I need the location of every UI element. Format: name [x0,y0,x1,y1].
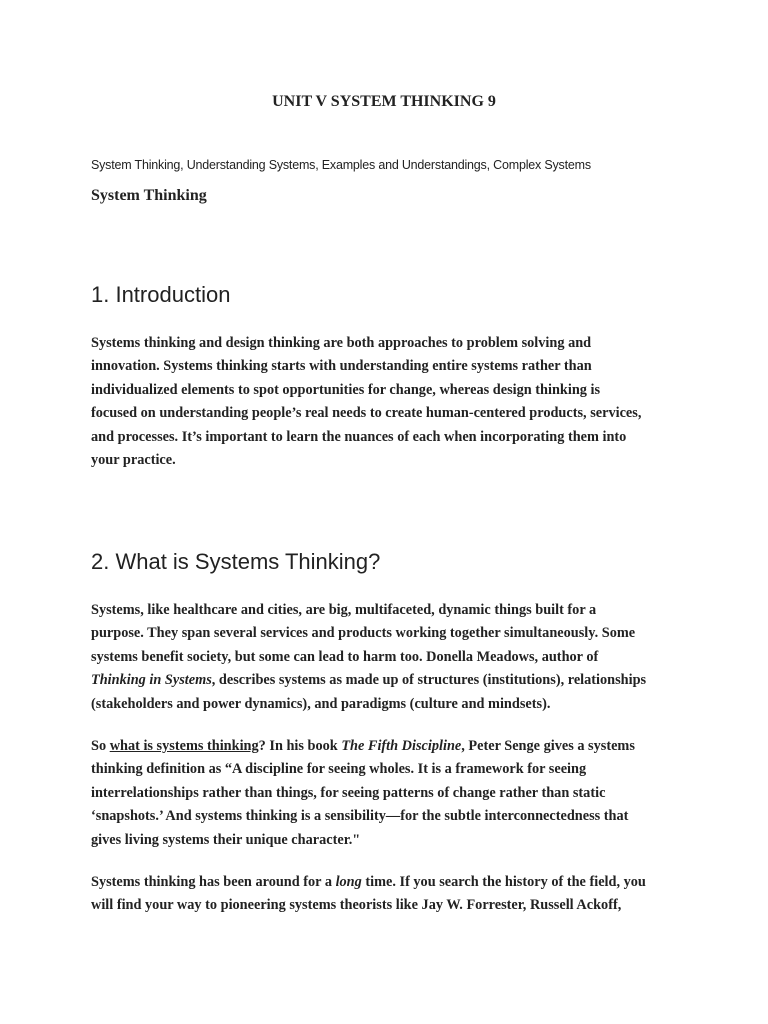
book-title: Thinking in Systems [91,672,212,689]
paragraph-line: Systems, like healthcare and cities, are big, multifaceted, dynamic things built for a [91,602,597,618]
paragraph-line [91,871,691,894]
senge-paragraph [91,735,691,852]
paragraph-line: systems benefit society, but some can lead to harm too. Donella Meadows, author of [91,648,599,665]
paragraph-line [91,669,691,692]
paragraph-line: will find your way to pioneering systems theorists like Jay W. Forrester, Russell Ackoff, [91,897,622,914]
history-paragraph [91,871,691,918]
paragraph-line: ‘snapshots.’ And systems thinking is a sensibility—for the subtle interconnectedness that [91,808,629,825]
paragraph-line: gives living systems their unique character." [91,831,361,848]
paragraph-line [91,735,691,758]
paragraph-line: Systems thinking and design thinking are both approaches to problem solving and [91,335,592,351]
paragraph-text: ? In his book [258,738,342,754]
paragraph-line: and processes. It’s important to learn the nuances of each when incorporating them into [91,428,627,445]
topics-line: System Thinking, Understanding Systems, Examples and Understandings, Complex Systems [91,158,591,172]
paragraph-line: thinking definition as “A discipline for seeing wholes. It is a framework for seeing [91,761,587,778]
paragraph-text: , describes systems as made up of structures (institutions), relationships [211,672,647,689]
book-title: The Fifth Discipline [341,738,462,754]
systems-paragraph [91,599,691,716]
paragraph-line: individualized elements to spot opportunities for change, whereas design thinking is [91,381,601,398]
paragraph-line: focused on understanding people’s real needs to create human-centered products, services, [91,405,642,422]
paragraph-line: (stakeholders and power dynamics), and paradigms (culture and mindsets). [91,695,551,712]
emphasis-text: long [335,874,362,890]
systems-thinking-link[interactable]: what is systems thinking [109,738,259,754]
unit-title: UNIT V SYSTEM THINKING 9 [272,93,496,110]
what-is-systems-thinking-heading: 2. What is Systems Thinking? [91,549,381,574]
paragraph-text: Systems thinking has been around for a [91,874,336,890]
introduction-heading: 1. Introduction [91,282,231,307]
paragraph-line: innovation. Systems thinking starts with understanding entire systems rather than [91,358,592,375]
section-label: System Thinking [91,187,207,204]
paragraph-text: , Peter Senge gives a systems [461,738,635,754]
introduction-paragraph [91,332,691,472]
paragraph-line: your practice. [91,452,176,469]
paragraph-text: time. If you search the history of the field, you [361,874,646,890]
paragraph-text: So [91,738,110,754]
paragraph-line: interrelationships rather than things, for seeing patterns of change rather than static [91,784,606,801]
paragraph-line: purpose. They span several services and products working together simultaneously. Some [91,625,636,642]
